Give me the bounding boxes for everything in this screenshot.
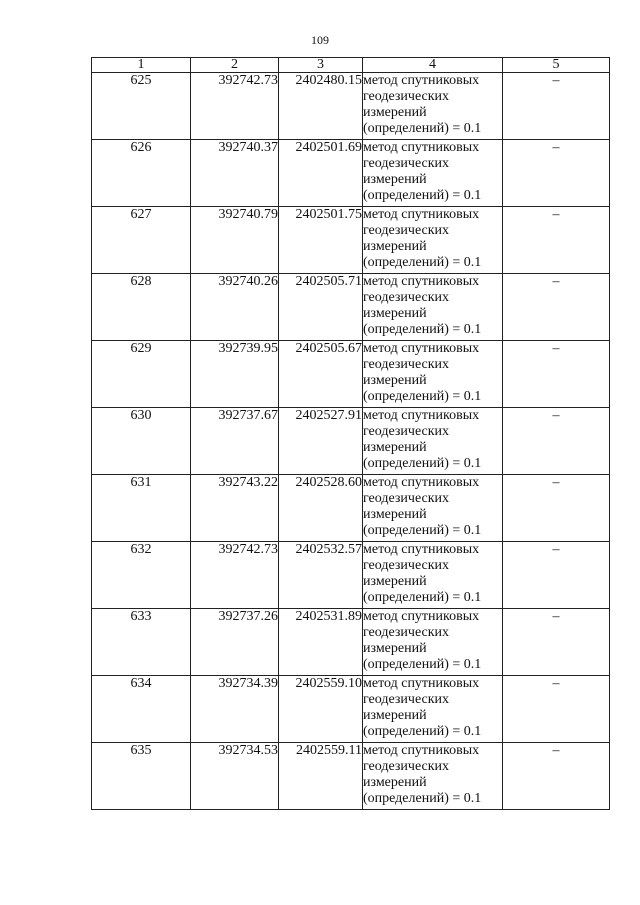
method-cell	[363, 140, 503, 207]
point-number-cell: 632	[92, 542, 191, 609]
table-row	[92, 140, 610, 207]
y-coordinate-cell: 2402528.60	[279, 475, 363, 542]
y-coordinate-cell: 2402480.15	[279, 73, 363, 140]
x-coordinate-cell: 392740.79	[191, 207, 279, 274]
method-line: измерений	[363, 239, 427, 254]
note-cell: –	[503, 743, 610, 810]
y-coordinate-cell: 2402501.75	[279, 207, 363, 274]
point-number-cell: 626	[92, 140, 191, 207]
page-number: 109	[311, 33, 329, 47]
x-coordinate-cell: 392743.22	[191, 475, 279, 542]
table-row	[92, 341, 610, 408]
method-line: (определений) = 0.1	[363, 188, 482, 203]
x-coordinate-cell: 392742.73	[191, 73, 279, 140]
method-line: измерений	[363, 574, 427, 589]
x-coordinate-cell: 392737.67	[191, 408, 279, 475]
note-cell: –	[503, 475, 610, 542]
method-cell	[363, 207, 503, 274]
note-cell: –	[503, 408, 610, 475]
method-cell	[363, 676, 503, 743]
column-header-3: 3	[279, 58, 363, 73]
y-coordinate-cell: 2402505.71	[279, 274, 363, 341]
y-coordinate-cell: 2402501.69	[279, 140, 363, 207]
note-cell: –	[503, 274, 610, 341]
point-number-cell: 625	[92, 73, 191, 140]
method-line: геодезических	[363, 290, 450, 305]
method-line: геодезических	[363, 223, 450, 238]
x-coordinate-cell: 392737.26	[191, 609, 279, 676]
method-line: измерений	[363, 373, 427, 388]
method-line: геодезических	[363, 491, 450, 506]
method-line: геодезических	[363, 625, 450, 640]
method-line: метод спутниковых	[363, 73, 480, 88]
note-cell: –	[503, 140, 610, 207]
column-header-4: 4	[363, 58, 503, 73]
method-line: измерений	[363, 306, 427, 321]
y-coordinate-cell: 2402531.89	[279, 609, 363, 676]
method-line: геодезических	[363, 89, 450, 104]
method-line: измерений	[363, 775, 427, 790]
method-cell	[363, 408, 503, 475]
method-line: измерений	[363, 105, 427, 120]
method-line: метод спутниковых	[363, 408, 480, 423]
coordinates-table	[91, 57, 610, 810]
y-coordinate-cell: 2402532.57	[279, 542, 363, 609]
method-cell	[363, 475, 503, 542]
method-line: (определений) = 0.1	[363, 523, 482, 538]
method-cell	[363, 743, 503, 810]
method-line: метод спутниковых	[363, 743, 480, 758]
table-header-row	[92, 58, 610, 73]
method-line: метод спутниковых	[363, 274, 480, 289]
method-line: измерений	[363, 440, 427, 455]
table-row	[92, 743, 610, 810]
method-line: геодезических	[363, 357, 450, 372]
method-cell	[363, 542, 503, 609]
method-line: измерений	[363, 172, 427, 187]
method-line: (определений) = 0.1	[363, 590, 482, 605]
method-line: (определений) = 0.1	[363, 255, 482, 270]
point-number-cell: 633	[92, 609, 191, 676]
table-row	[92, 73, 610, 140]
x-coordinate-cell: 392740.26	[191, 274, 279, 341]
point-number-cell: 631	[92, 475, 191, 542]
method-line: (определений) = 0.1	[363, 657, 482, 672]
method-line: геодезических	[363, 424, 450, 439]
note-cell: –	[503, 609, 610, 676]
y-coordinate-cell: 2402505.67	[279, 341, 363, 408]
method-cell	[363, 274, 503, 341]
method-cell	[363, 73, 503, 140]
method-cell	[363, 609, 503, 676]
method-line: метод спутниковых	[363, 475, 480, 490]
table-row	[92, 207, 610, 274]
column-header-2: 2	[191, 58, 279, 73]
table-row	[92, 274, 610, 341]
method-line: измерений	[363, 708, 427, 723]
method-line: измерений	[363, 507, 427, 522]
method-line: метод спутниковых	[363, 140, 480, 155]
method-line: метод спутниковых	[363, 207, 480, 222]
method-line: геодезических	[363, 156, 450, 171]
note-cell: –	[503, 341, 610, 408]
method-line: (определений) = 0.1	[363, 791, 482, 806]
note-cell: –	[503, 542, 610, 609]
y-coordinate-cell: 2402559.11	[279, 743, 363, 810]
method-line: геодезических	[363, 558, 450, 573]
method-line: метод спутниковых	[363, 542, 480, 557]
point-number-cell: 627	[92, 207, 191, 274]
y-coordinate-cell: 2402527.91	[279, 408, 363, 475]
column-header-1: 1	[92, 58, 191, 73]
table-body	[92, 73, 610, 810]
method-line: метод спутниковых	[363, 341, 480, 356]
point-number-cell: 629	[92, 341, 191, 408]
method-line: геодезических	[363, 692, 450, 707]
point-number-cell: 630	[92, 408, 191, 475]
y-coordinate-cell: 2402559.10	[279, 676, 363, 743]
table-row	[92, 542, 610, 609]
x-coordinate-cell: 392734.53	[191, 743, 279, 810]
method-line: (определений) = 0.1	[363, 121, 482, 136]
method-cell	[363, 341, 503, 408]
note-cell: –	[503, 207, 610, 274]
x-coordinate-cell: 392734.39	[191, 676, 279, 743]
note-cell: –	[503, 676, 610, 743]
note-cell: –	[503, 73, 610, 140]
method-line: (определений) = 0.1	[363, 322, 482, 337]
table-row	[92, 475, 610, 542]
x-coordinate-cell: 392739.95	[191, 341, 279, 408]
method-line: метод спутниковых	[363, 676, 480, 691]
point-number-cell: 634	[92, 676, 191, 743]
method-line: (определений) = 0.1	[363, 389, 482, 404]
method-line: метод спутниковых	[363, 609, 480, 624]
method-line: (определений) = 0.1	[363, 456, 482, 471]
x-coordinate-cell: 392740.37	[191, 140, 279, 207]
method-line: геодезических	[363, 759, 450, 774]
method-line: измерений	[363, 641, 427, 656]
column-header-5: 5	[503, 58, 610, 73]
table-row	[92, 676, 610, 743]
table-row	[92, 408, 610, 475]
point-number-cell: 628	[92, 274, 191, 341]
table-row	[92, 609, 610, 676]
x-coordinate-cell: 392742.73	[191, 542, 279, 609]
method-line: (определений) = 0.1	[363, 724, 482, 739]
point-number-cell: 635	[92, 743, 191, 810]
